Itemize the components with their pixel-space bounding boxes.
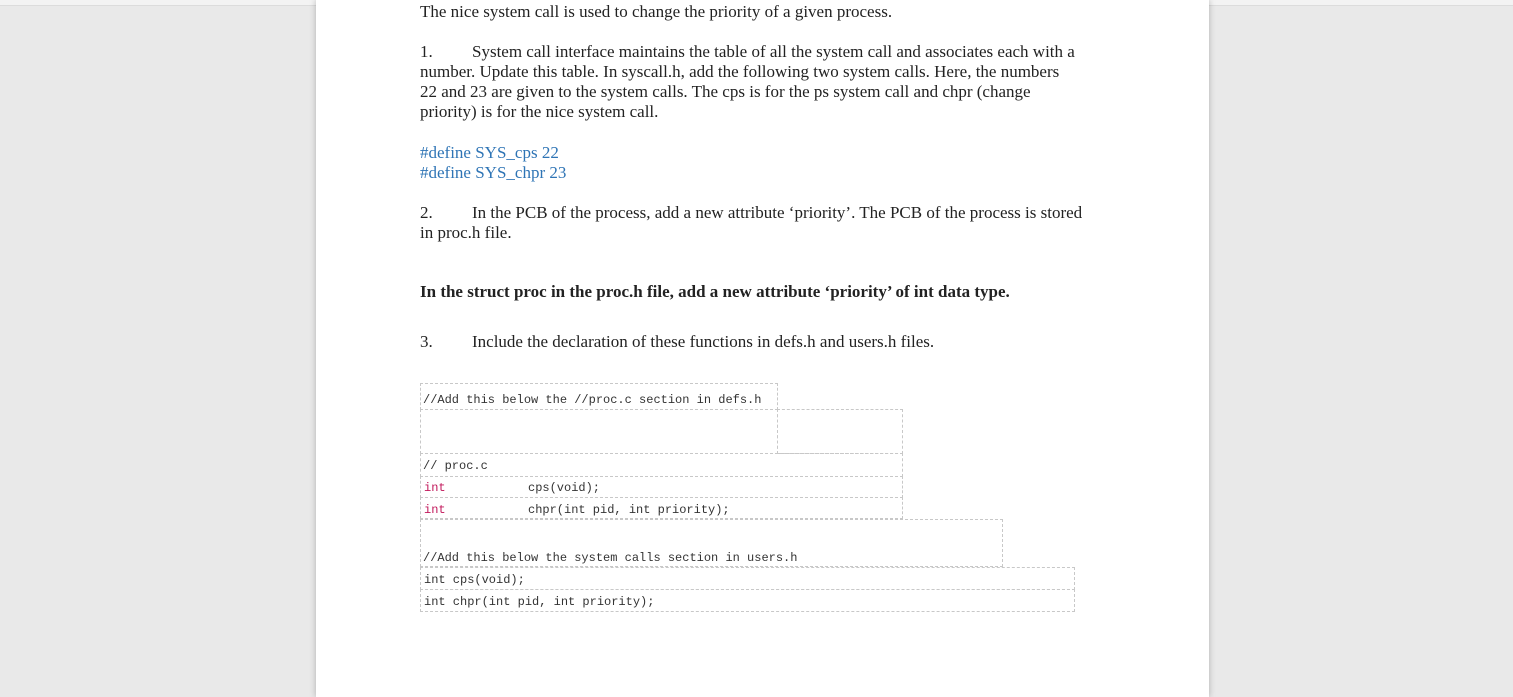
- code-cell: [420, 476, 903, 498]
- define-sys-cps: #define SYS_cps 22: [420, 143, 559, 162]
- code-cell: [777, 409, 903, 454]
- code-decl-chpr: chpr(int pid, int priority);: [528, 503, 730, 517]
- step-1-text-1: System call interface maintains the table of all the system call and associates each with a: [472, 42, 1075, 61]
- step-2-number: 2.: [420, 203, 433, 222]
- code-comment-proc: // proc.c: [423, 459, 488, 473]
- bold-note: In the struct proc in the proc.h file, add a new attribute ‘priority’ of int data type.: [420, 282, 1010, 301]
- code-comment-defs: //Add this below the //proc.c section in defs.h: [423, 393, 762, 407]
- step-3-text: Include the declaration of these functions in defs.h and users.h files.: [472, 332, 935, 351]
- step-1-line-2: number. Update this table. In syscall.h, add the following two system calls. Here, the numbers: [420, 62, 1060, 81]
- code-decl-cps: cps(void);: [528, 481, 601, 495]
- code-type-int: int: [424, 503, 446, 517]
- step-2-line-2: in proc.h file.: [420, 223, 512, 242]
- code-comment-users: //Add this below the system calls section in users.h: [423, 551, 798, 565]
- step-1-line-1: [420, 42, 1075, 62]
- code-cell: [420, 453, 903, 477]
- intro-paragraph: The nice system call is used to change the priority of a given process.: [420, 2, 893, 21]
- code-cell: [420, 409, 778, 454]
- step-3: [420, 332, 934, 352]
- code-type-int: int: [424, 481, 446, 495]
- code-user-cps: int cps(void);: [424, 573, 525, 587]
- step-2-line-1: [420, 203, 1082, 223]
- step-3-number: 3.: [420, 332, 433, 351]
- step-1-number: 1.: [420, 42, 433, 61]
- step-2-text-1: In the PCB of the process, add a new attribute ‘priority’. The PCB of the process is stored: [472, 203, 1083, 222]
- define-sys-chpr: #define SYS_chpr 23: [420, 163, 567, 182]
- step-1-line-4: priority) is for the nice system call.: [420, 102, 659, 121]
- code-user-chpr: int chpr(int pid, int priority);: [424, 595, 655, 609]
- step-1-line-3: 22 and 23 are given to the system calls. The cps is for the ps system call and chpr (change: [420, 82, 1031, 101]
